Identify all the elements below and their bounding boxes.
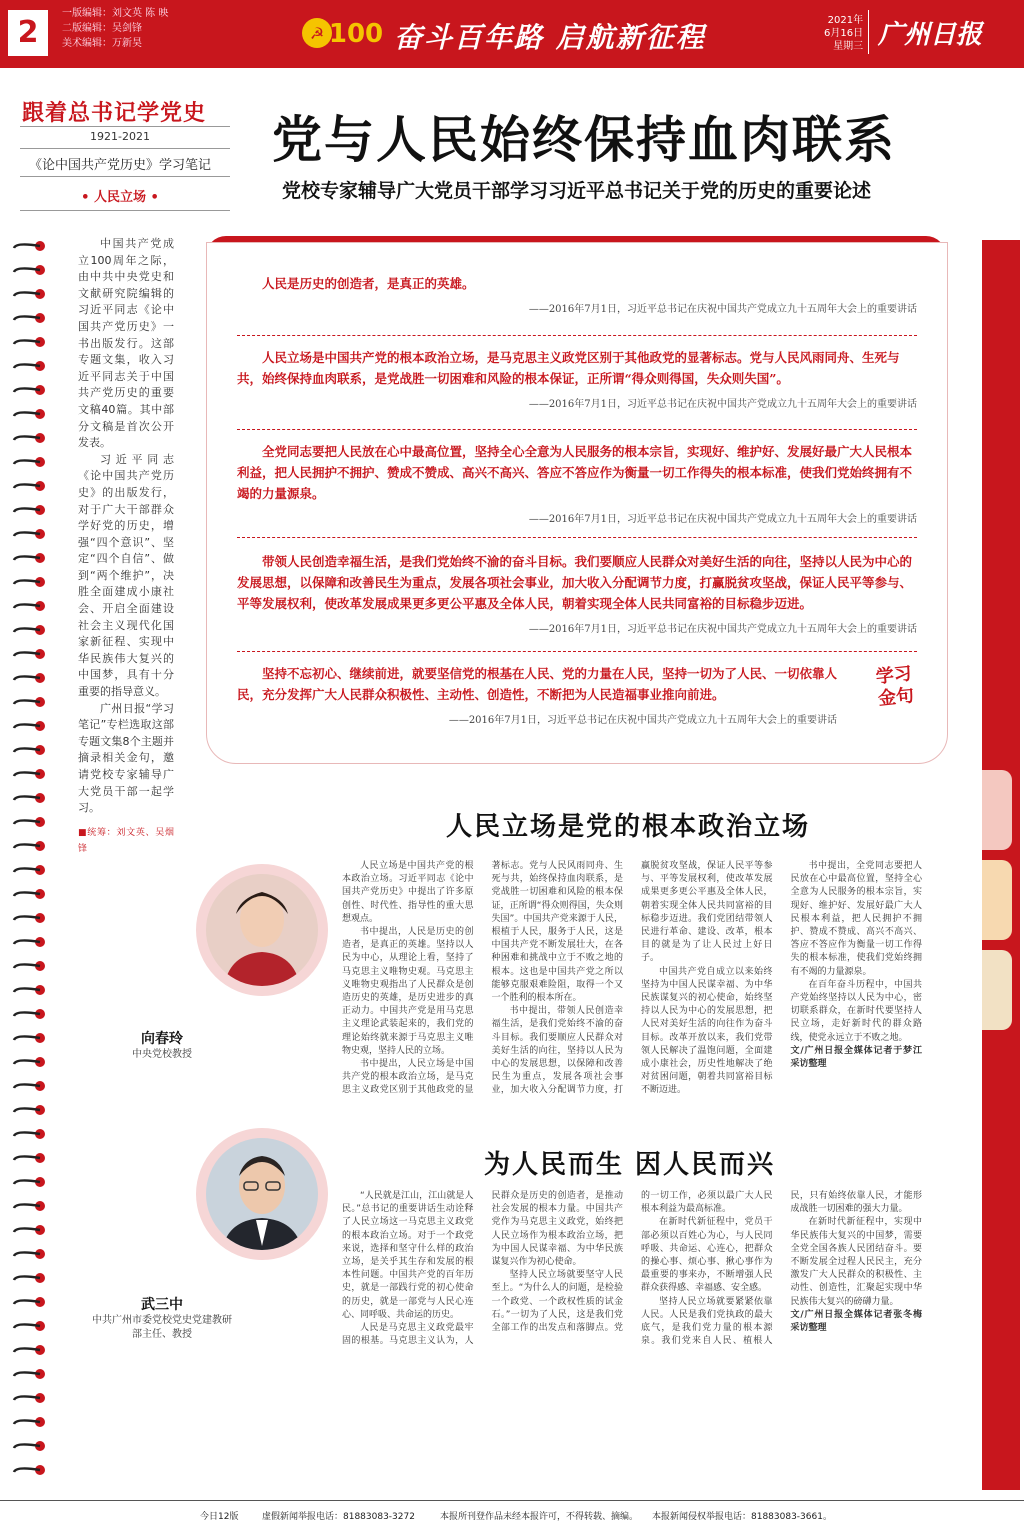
copyright-notice: 本报所刊登作品未经本报许可，不得转载、摘编。: [440, 1512, 639, 1522]
article-credit: 文/广州日报全媒体记者于梦江 采访整理: [790, 1045, 922, 1070]
quote-divider: [237, 651, 917, 652]
article-paragraph: 书中提出，人民是历史的创造者，是真正的英雄。坚持以人民为中心，从理论上看，坚持了马克思主义唯物史观。马克思主义唯物史观指出了人民群众是创造历史的英雄，是历史进步的真正动力。中国共产党是用马克思主义理论武装起来的，我们党的理论始终就来源于马克思主义唯物史观，坚持人民的立场。: [342, 927, 474, 1056]
article-paragraph: 在新时代新征程中，党员干部必须以百姓心为心，与人民同呼吸、共命运、心连心，把群众的操心事、烦心事、揪心事作为最重要的事来办，不断增强人民群众获得感、幸福感、安全感。: [641, 1217, 773, 1294]
quote-divider: [237, 537, 917, 538]
article-body: [342, 1190, 922, 1490]
quote-item: [237, 441, 917, 525]
article-body: [342, 860, 922, 1135]
quote-text: 带领人民创造幸福生活，是我们党始终不渝的奋斗目标。我们要顺应人民群众对美好生活的向往，坚持以人民为中心的发展思想，以保障和改善民生为重点，发展各项社会事业，加大收入分配调节力度，打赢脱贫攻坚战，保证人民平等参与、平等发展权利，使改革发展成果更多更公平惠及全体人民，朝着实现全体人民共同富裕的目标稳步迈进。: [237, 554, 913, 611]
intro-paragraph: 广州日报“学习笔记”专栏选取这部专题文集8个主题并摘录相关金句，邀请党校专家辅导广大党员干部一起学习。: [78, 701, 174, 815]
svg-text:☭: ☭: [309, 24, 325, 43]
divider: [20, 210, 230, 211]
editor-line: 二版编辑：吴剑锋: [62, 23, 142, 34]
quote-divider: [237, 429, 917, 430]
date-year: 2021年: [827, 15, 864, 26]
quote-item: [237, 273, 917, 315]
quote-text: 全党同志要把人民放在心中最高位置，坚持全心全意为人民服务的根本宗旨，实现好、维护好、发展好最广大人民根本利益，把人民拥护不拥护、赞成不赞成、高兴不高兴、答应不答应作为衡量一切工作得失的根本标准，使我们党始终拥有不竭的力量源泉。: [237, 444, 913, 501]
author-portrait: [196, 864, 328, 996]
article-title: 为人民而生 因人民而兴: [484, 1150, 776, 1180]
issue-date: [824, 14, 863, 53]
quote-item: [237, 347, 917, 410]
notebook-rings: [10, 240, 50, 1490]
golden-quotes-seal: 学习金句: [874, 663, 916, 710]
report-hotline: 虚假新闻举报电话：81883083-3272: [262, 1512, 415, 1522]
quote-source: ——2016年7月1日，习近平总书记在庆祝中国共产党成立九十五周年大会上的重要讲话: [528, 304, 917, 315]
infringement-hotline: 本报新闻侵权举报电话：81883083-3661。: [652, 1512, 832, 1522]
article-paragraph: 中国共产党自成立以来始终坚持为中国人民谋幸福、为中华民族谋复兴的初心使命，始终坚持以人民为中心的发展思想，把人民对美好生活的向往作为奋斗目标。改革开放以来，我们党带领人民解决了温饱问题，全面建成小康社会，历史性地解决了绝对贫困问题，朝着共同富裕目标不断迈进。: [641, 966, 773, 1096]
divider: [20, 126, 230, 127]
newspaper-logo: 广州日报: [878, 20, 983, 50]
article-paragraph: 在新时代新征程中，实现中华民族伟大复兴的中国梦，需要全党全国各族人民团结奋斗。要不断发展全过程人民民主，充分激发广大人民群众的积极性、主动性、创造性，汇聚起实现中华民族伟大复兴的磅礴力量。: [790, 1217, 922, 1307]
quote-source: ——2016年7月1日，习近平总书记在庆祝中国共产党成立九十五周年大会上的重要讲话: [528, 399, 917, 410]
article-paragraph: 在百年奋斗历程中，中国共产党始终坚持以人民为中心，密切联系群众，在新时代要坚持人民立场，走好新时代的群众路线，使党永远立于不败之地。: [790, 979, 922, 1043]
topic-tag: • 人民立场 •: [81, 190, 159, 205]
quote-item: [237, 663, 837, 726]
author-name: 武三中: [141, 1297, 183, 1313]
subheadline: 党校专家辅导广大党员干部学习习近平总书记关于党的历史的重要论述: [282, 180, 872, 202]
masthead-bar: [0, 0, 1024, 68]
column-book-title: 《论中国共产党历史》学习笔记: [28, 158, 211, 173]
article-credit: 文/广州日报全媒体记者张冬梅 采访整理: [790, 1309, 922, 1334]
article-paragraph: 坚持人民立场就要紧紧依靠人民。人民是我们党执政的最大底气，是我们党力量的根本源泉。我们党来自人民、植根人民，只有始终依靠人民，才能形成战胜一切困难的强大力量。: [641, 1191, 922, 1347]
quote-source: ——2016年7月1日，习近平总书记在庆祝中国共产党成立九十五周年大会上的重要讲话: [528, 514, 917, 525]
quote-box: [206, 242, 948, 764]
article-paragraph: 书中提出，带领人民创造幸福生活，是我们党始终不渝的奋斗目标。我们要顺应人民群众对美好生活的向往，坚持以人民为中心的发展思想，以保障和改善民生为重点，发展各项社会事业，加大收入分配调节力度，打赢脱贫攻坚战，保证人民平等参与、平等发展权利，使改革发展成果更多更公平惠及全体人民，朝着实现全体人民共同富裕的目标稳步迈进。我们党团结带领人民进行革命、建设、改革，根本目的就是为了让人民过上好日子。: [491, 861, 773, 1096]
centenary-logo: [300, 10, 384, 56]
author-portrait: [196, 1128, 328, 1260]
quote-source: ——2016年7月1日，习近平总书记在庆祝中国共产党成立九十五周年大会上的重要讲话: [448, 715, 837, 726]
date-week: 星期三: [833, 41, 864, 52]
quote-item: [237, 551, 917, 635]
intro-paragraph: 中国共产党成立100周年之际，由中共中央党史和文献研究院编辑的习近平同志《论中国共产党历史》一书出版发行。这部专题文集，收入习近平同志关于中国共产党历史的重要文稿40篇。其中部分文稿是首次公开发表。: [78, 237, 174, 450]
divider: [20, 148, 230, 149]
quote-divider: [237, 335, 917, 336]
article-paragraph: 书中提出，人民立场是中国共产党的根本政治立场，是马克思主义政党区别于其他政党的显著标志。党与人民风雨同舟、生死与共，始终保持血肉联系，是党战胜一切困难和风险的根本保证，正所谓“得众则得国，失众则失国”。中国共产党来源于人民，根植于人民，服务于人民，这是中国共产党不断发展壮大，在各种困难和挑战中立于不败之地的根本。这也是中国共产党之所以能够克服艰难险阻，取得一个又一个胜利的根本所在。: [342, 861, 623, 1096]
page-footer: [0, 1500, 1024, 1529]
column-intro: [78, 236, 174, 858]
author-name: 向春玲: [141, 1031, 183, 1047]
main-headline: 党与人民始终保持血肉联系: [272, 110, 896, 169]
column-credit: ■统筹：刘文英、吴烟锋: [78, 827, 174, 855]
date-day: 6月16日: [824, 28, 864, 39]
article-paragraph: 书中提出，全党同志要把人民放在心中最高位置，坚持全心全意为人民服务的根本宗旨，实现好、维护好、发展好最广大人民根本利益，把人民拥护不拥护、赞成不赞成、高兴不高兴、答应不答应作为衡量一切工作得失的根本标准，使我们党始终拥有不竭的力量源泉。: [790, 861, 922, 977]
page-tab: [982, 860, 1012, 940]
page-count: 今日12版: [200, 1512, 239, 1522]
portrait-figure: [206, 1138, 318, 1250]
page-tab: [982, 770, 1012, 850]
article-title: 人民立场是党的根本政治立场: [446, 812, 811, 842]
quote-source: ——2016年7月1日，习近平总书记在庆祝中国共产党成立九十五周年大会上的重要讲话: [528, 624, 917, 635]
author-role: 中共广州市委党校党史党建教研部主任、教授: [92, 1315, 232, 1340]
portrait-figure: [206, 874, 318, 986]
article-paragraph: “人民就是江山，江山就是人民。”总书记的重要讲话生动诠释了人民立场这一马克思主义政党的根本政治立场。对于一个政党来说，选择和坚守什么样的政治立场，是关乎其生存和发展的根本性问题。中国共产党的百年历史，就是一部践行党的初心使命的历史，就是一部党与人民心连心、同呼吸、共命运的历史。: [342, 1191, 474, 1320]
divider: [20, 176, 230, 177]
column-title: 跟着总书记学党史: [22, 100, 207, 126]
slogan: 奋斗百年路 启航新征程: [394, 21, 706, 54]
article-paragraph: 坚持人民立场就要坚守人民至上。“为什么人的问题，是检验一个政党、一个政权性质的试金石。”一切为了人民，这是我们党全部工作的出发点和落脚点。党的一切工作，必须以最广大人民根本利益为最高标准。: [491, 1191, 773, 1334]
author-role: 中央党校教授: [132, 1049, 192, 1060]
quote-text: 人民立场是中国共产党的根本政治立场，是马克思主义政党区别于其他政党的显著标志。党与人民风雨同舟、生死与共，始终保持血肉联系，是党战胜一切困难和风险的根本保证，正所谓“得众则得国，失众则失国”。: [237, 350, 900, 386]
article-paragraph: 人民是马克思主义政党最牢固的根基。马克思主义认为，人民群众是历史的创造者，是推动社会发展的根本力量。中国共产党作为马克思主义政党，始终把人民立场作为根本政治立场，把为中国人民谋幸福、为中华民族谋复兴作为初心使命。: [342, 1191, 623, 1347]
quote-text: 人民是历史的创造者，是真正的英雄。: [262, 276, 475, 291]
page-number: 2: [8, 10, 48, 56]
editor-credits: [62, 6, 168, 51]
header-divider: [868, 10, 869, 54]
column-years: 1921-2021: [90, 130, 150, 143]
editor-line: 美术编辑：万新昊: [62, 38, 142, 49]
quote-text: 坚持不忘初心、继续前进，就要坚信党的根基在人民、党的力量在人民，坚持一切为了人民、一切依靠人民，充分发挥广大人民群众积极性、主动性、创造性，不断把为人民造福事业推向前进。: [237, 666, 838, 702]
article-paragraph: 人民立场是中国共产党的根本政治立场。习近平同志《论中国共产党历史》中提出了许多原创性、时代性、指导性的重大思想观点。: [342, 861, 474, 924]
editor-line: 一版编辑：刘文英 陈 映: [62, 8, 169, 19]
anniversary-number: 100: [328, 19, 384, 49]
intro-paragraph: 习近平同志《论中国共产党历史》的出版发行，对于广大干部群众学好党的历史，增强“四个意识”、坚定“四个自信”、做到“两个维护”，决胜全面建成小康社会、开启全面建设社会主义现代化国家新征程、实现中华民族伟大复兴的中国梦，具有十分重要的指导意义。: [78, 452, 174, 699]
page-tab: [982, 950, 1012, 1030]
